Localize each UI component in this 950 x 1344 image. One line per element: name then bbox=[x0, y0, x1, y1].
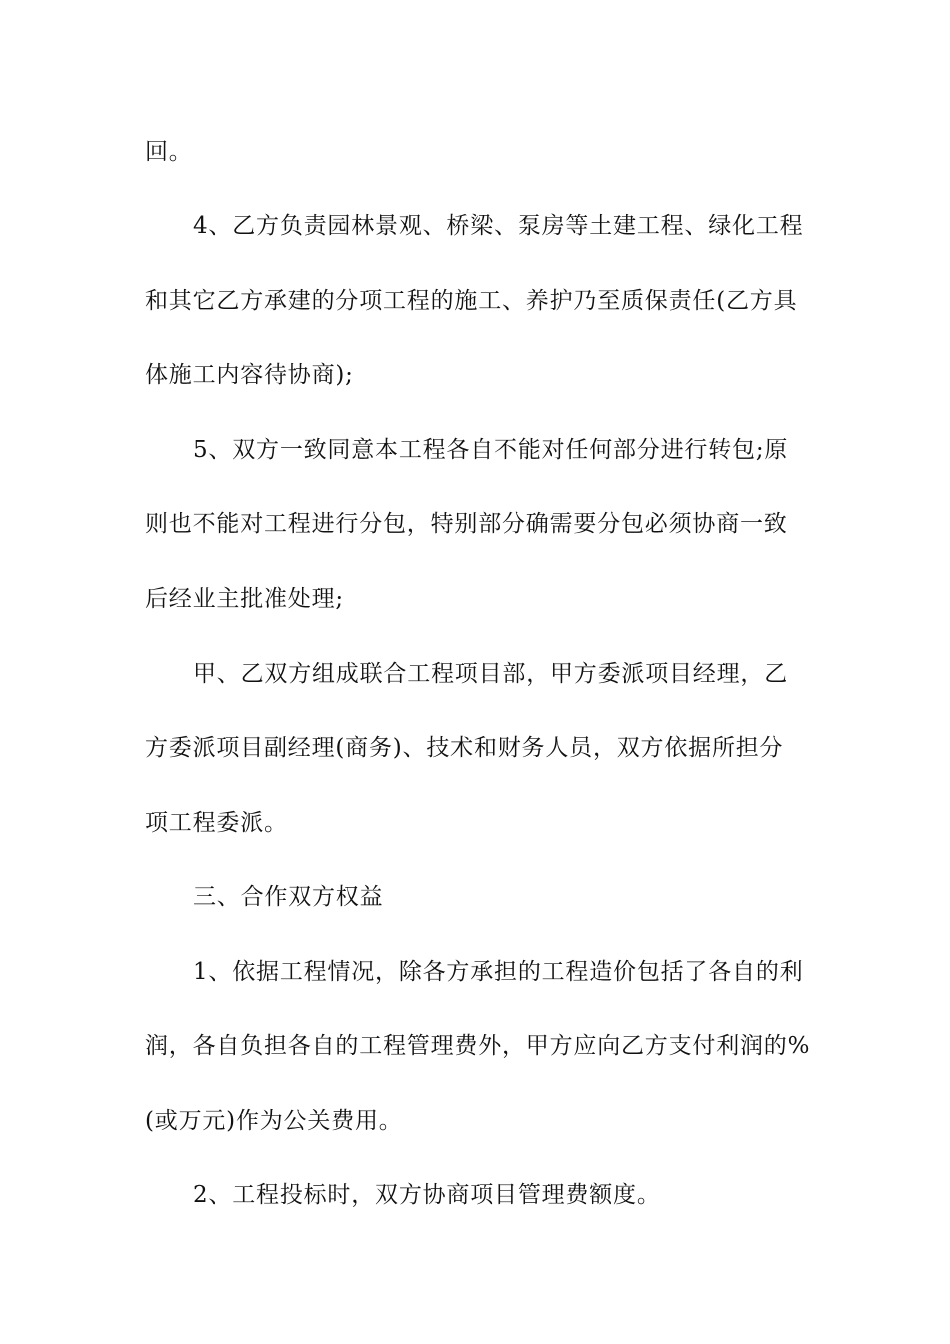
paragraph-line: 方委派项目副经理(商务)、技术和财务人员，双方依据所担分 bbox=[145, 735, 784, 761]
paragraph-line: 项工程委派。 bbox=[145, 810, 288, 836]
paragraph-line: 后经业主批准处理; bbox=[145, 586, 344, 612]
paragraph-line: 回。 bbox=[145, 139, 193, 165]
paragraph-line: 5、双方一致同意本工程各自不能对任何部分进行转包;原 bbox=[193, 437, 789, 463]
section-heading: 三、合作双方权益 bbox=[193, 884, 384, 910]
paragraph-line: 体施工内容待协商); bbox=[145, 362, 354, 388]
paragraph-line: 2、工程投标时，双方协商项目管理费额度。 bbox=[193, 1182, 661, 1208]
paragraph-line: 4、乙方负责园林景观、桥梁、泵房等土建工程、绿化工程 bbox=[193, 213, 804, 239]
paragraph-line: 1、依据工程情况，除各方承担的工程造价包括了各自的利 bbox=[193, 959, 804, 985]
paragraph-line: 和其它乙方承建的分项工程的施工、养护乃至质保责任(乙方具 bbox=[145, 288, 798, 314]
paragraph-line: (或万元)作为公关费用。 bbox=[145, 1108, 403, 1134]
paragraph-line: 甲、乙双方组成联合工程项目部，甲方委派项目经理，乙 bbox=[193, 661, 788, 687]
paragraph-line: 润，各自负担各自的工程管理费外，甲方应向乙方支付利润的% bbox=[145, 1033, 811, 1059]
paragraph-line: 则也不能对工程进行分包，特别部分确需要分包必须协商一致 bbox=[145, 511, 788, 537]
